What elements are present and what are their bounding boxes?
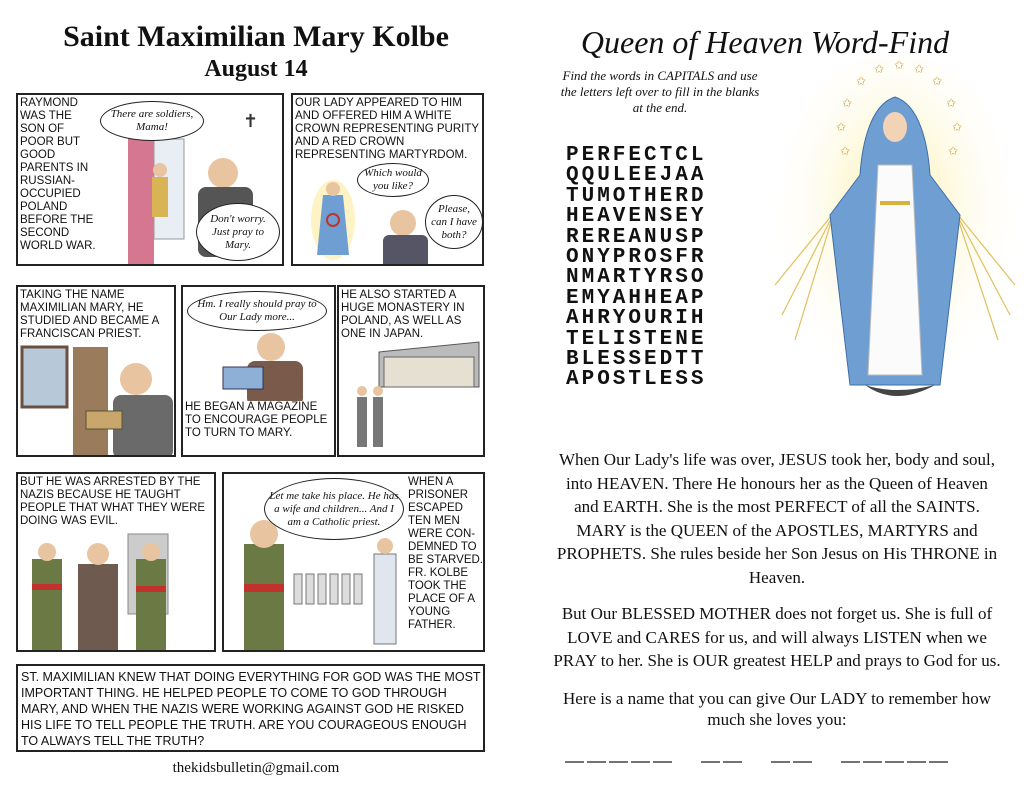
grid-row: PERFECTCL xyxy=(566,144,707,167)
speech-bubble: There are soldiers, Mama! xyxy=(100,101,204,141)
grid-row: EMYAHHEAP xyxy=(566,286,707,310)
svg-text:✩: ✩ xyxy=(842,96,853,110)
svg-text:✩: ✩ xyxy=(932,74,943,88)
speech-bubble: Hm. I really should pray to Our Lady more... xyxy=(187,291,327,331)
story-paragraph-1: When Our Lady's life was over, JESUS took her, body and soul, into HEAVEN. There He honours her as the Queen of Heaven and EARTH. She is the most PERFECT of all the SAINTS. MARY is the QUEEN of the APOSTLES, MARTYRS and PROPHETS. She rules beside her Son Jesus on His THRONE in Heaven. xyxy=(556,450,998,587)
wordfind-instructions: Find the words in CAPITALS and use the letters left over to fill in the blanks at the end. xyxy=(560,68,760,115)
grid-row: TUMOTHERD xyxy=(566,184,707,208)
comic-panel-2 xyxy=(291,93,484,266)
svg-text:✩: ✩ xyxy=(836,120,847,134)
closing-text: ST. MAXIMILIAN KNEW THAT DOING EVERYTHING FOR GOD WAS THE MOST IMPORTANT THING. HE HELPED PEOPLE TO COME TO GOD THROUGH MARY, AND WHEN THE NAZIS WERE WORKING AGAINST GOD HE RISKED HIS LIFE TO TELL PEOPLE THE TRUTH. ARE YOU COURAGEOUS ENOUGH TO ALWAYS TELL THE TRUTH? xyxy=(21,669,483,749)
contact-email: thekidsbulletin@gmail.com xyxy=(172,760,340,776)
panel-caption: HE BEGAN A MAGAZINE TO ENCOURAGE PEOPLE TO TURN TO MARY. xyxy=(185,401,333,440)
panel-caption: RAYMOND WAS THE SON OF POOR BUT GOOD PARENTS IN RUSSIAN-OCCUPIED POLAND BEFORE THE SECOND WORLD WAR. xyxy=(20,97,98,253)
feast-date: August 14 xyxy=(204,56,308,82)
comic-panel-1 xyxy=(16,93,284,266)
speech-bubble: Don't worry. Just pray to Mary. xyxy=(196,203,280,261)
grid-row: REREANUSP xyxy=(566,225,707,249)
panel-caption: WHEN A PRISONER ESCAPED TEN MEN WERE CON-DEMNED TO BE STARVED. FR. KOLBE TOOK THE PLACE OF A YOUNG FATHER. xyxy=(408,476,483,631)
panel-caption: TAKING THE NAME MAXIMILIAN MARY, HE STUDIED AND BECAME A FRANCISCAN PRIEST. xyxy=(20,289,170,341)
word-find-grid xyxy=(566,146,706,391)
grid-row: AHRYOURIH xyxy=(566,307,707,331)
grid-row: NMARTYRSO xyxy=(566,266,707,290)
answer-blanks[interactable] xyxy=(565,752,995,766)
closing-text-box xyxy=(16,664,485,752)
comic-panel-6 xyxy=(16,472,216,652)
svg-text:✩: ✩ xyxy=(946,96,957,110)
grid-row: HEAVENSEY xyxy=(566,205,707,229)
svg-text:✩: ✩ xyxy=(894,58,905,72)
svg-text:✩: ✩ xyxy=(874,62,885,76)
svg-text:✩: ✩ xyxy=(948,144,959,158)
speech-bubble: Let me take his place. He has a wife and children... And I am a Catholic priest. xyxy=(264,478,404,540)
svg-text:✩: ✩ xyxy=(952,120,963,134)
grid-row: TELISTENE xyxy=(566,327,707,351)
panel-caption: BUT HE WAS ARRESTED BY THE NAZIS BECAUSE HE TAUGHT PEOPLE THAT WHAT THEY WERE DOING WAS EVIL. xyxy=(20,476,212,528)
svg-text:✩: ✩ xyxy=(914,62,925,76)
comic-panel-4 xyxy=(181,285,336,457)
grid-row: ONYPROSFR xyxy=(566,246,707,270)
comic-panel-3 xyxy=(16,285,176,457)
queen-of-heaven-illustration xyxy=(770,55,1020,415)
comic-panel-7 xyxy=(222,472,485,652)
svg-text:✩: ✩ xyxy=(856,74,867,88)
speech-bubble: Please, can I have both? xyxy=(425,195,483,249)
svg-text:✝: ✝ xyxy=(243,111,259,131)
speech-bubble: Which would you like? xyxy=(357,163,429,197)
name-prompt: Here is a name that you can give Our LADY to remember how much she loves you: xyxy=(562,689,991,729)
wordfind-title: Queen of Heaven Word-Find xyxy=(580,24,950,60)
grid-row: APOSTLESS xyxy=(566,368,707,392)
svg-text:✩: ✩ xyxy=(840,144,851,158)
comic-panel-5 xyxy=(337,285,485,457)
panel-caption: HE ALSO STARTED A HUGE MONASTERY IN POLAND, AS WELL AS ONE IN JAPAN. xyxy=(341,289,481,341)
grid-row: BLESSEDTT xyxy=(566,348,707,372)
page-title: Saint Maximilian Mary Kolbe xyxy=(63,20,449,53)
grid-row: QQULEEJAA xyxy=(566,164,707,188)
story-paragraph-2: But Our BLESSED MOTHER does not forget us. She is full of LOVE and CARES for us, and will always LISTEN when we PRAY to her. She is OUR greatest HELP and prays to God for us. xyxy=(553,604,1001,670)
panel-caption: OUR LADY APPEARED TO HIM AND OFFERED HIM A WHITE CROWN REPRESENTING PURITY AND A RED CROWN REPRESENTING MARTYRDOM. xyxy=(295,97,480,161)
